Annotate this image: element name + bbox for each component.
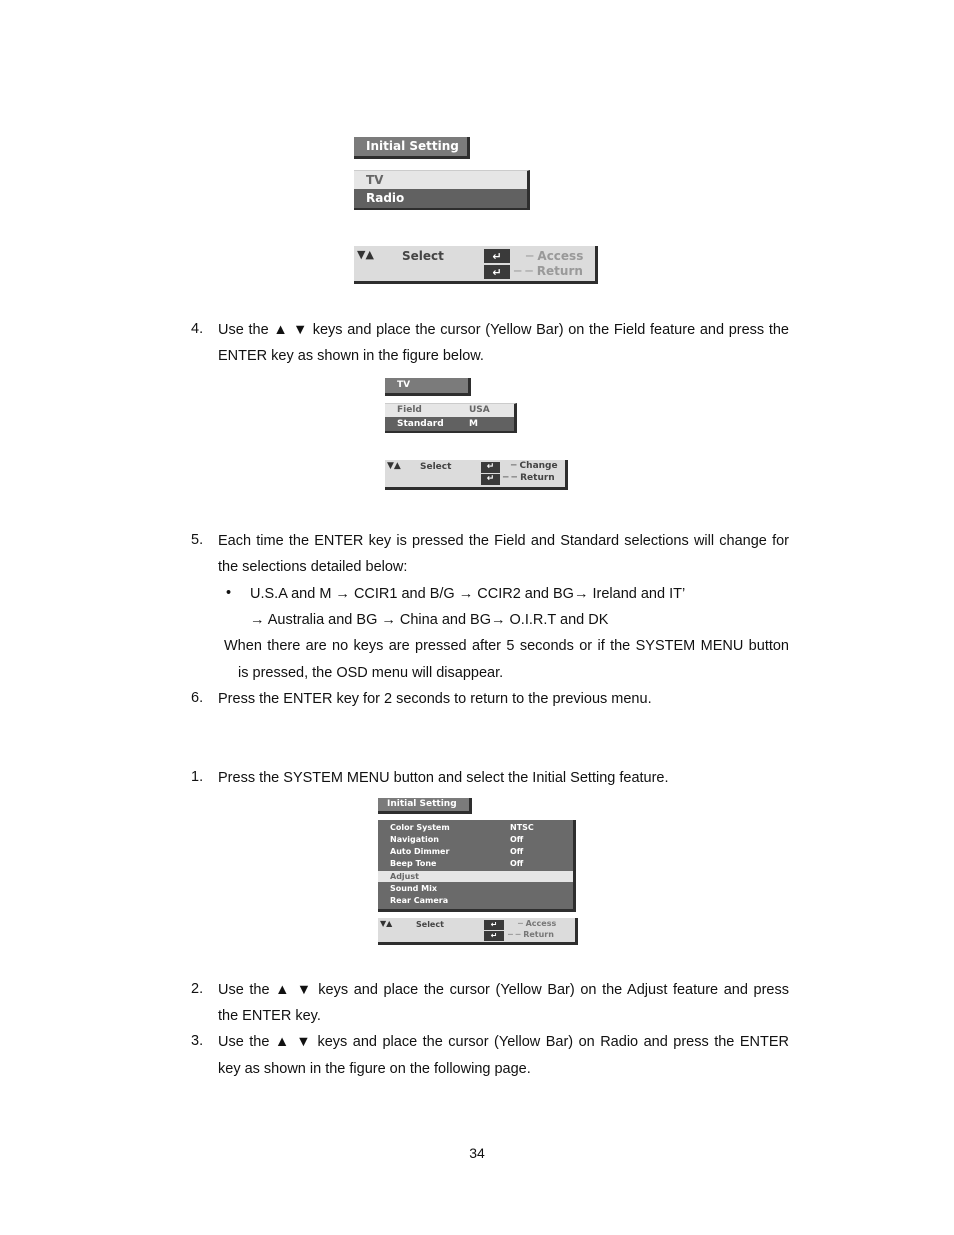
osd-title: TV [385,378,471,396]
osd-menu-panel [354,170,530,210]
return-label: ─ ─ Return [503,473,555,483]
menu-item-label: Beep Tone [390,859,437,868]
menu-item-label: TV [366,173,384,187]
menu-item-value: NTSC [510,823,534,832]
osd-menu-panel [385,403,517,433]
enter-icon: ↵ [484,920,504,930]
menu-item-label: Radio [366,191,405,205]
select-label: Select [402,249,444,263]
step-text-line: the selections detailed below: [218,559,408,575]
menu-item-value: USA [469,405,490,415]
step-number: 1. [191,769,204,785]
select-label: Select [416,920,444,929]
step-text-line: ENTER key as shown in the figure below. [218,348,484,364]
access-label: ─ Access [518,919,557,928]
menu-item-auto-dimmer[interactable] [378,846,573,858]
menu-item-label: Field [397,405,422,415]
menu-item-label: Adjust [390,872,419,881]
figure-tv-field-standard [383,376,569,493]
step-number: 2. [191,981,204,997]
menu-item-value: M [469,419,478,429]
menu-item-field[interactable] [385,404,514,417]
osd-title: Initial Setting [378,798,472,814]
note-text-line: is pressed, the OSD menu will disappear. [238,665,504,681]
menu-item-value: Off [510,847,524,856]
step-text-line: Use the ▲ ▼ keys and place the cursor (Yellow Bar) on the Field feature and press the [218,322,789,338]
menu-item-value: Off [510,835,524,844]
menu-item-label: Navigation [390,835,439,844]
menu-item-standard[interactable] [385,417,514,431]
menu-item-color-system[interactable] [378,822,573,834]
menu-item-label: Sound Mix [390,884,438,893]
menu-item-sound-mix[interactable] [378,883,573,895]
up-down-arrows-icon: ▼▲ [357,248,374,261]
menu-item-label: Rear Camera [390,896,449,905]
select-label: Select [420,462,452,472]
menu-item-rear-camera[interactable] [378,895,573,907]
return-label: ─ ─ Return [514,264,583,278]
step-number: 5. [191,532,204,548]
change-label: ─ Change [511,461,558,471]
step-number: 4. [191,321,204,337]
step-text-line: the ENTER key. [218,1008,321,1024]
menu-item-label: Standard [397,419,444,429]
enter-icon: ↵ [484,931,504,941]
up-down-arrows-icon: ▼▲ [387,461,401,471]
access-label: ─ Access [526,249,584,263]
osd-menu-panel [378,820,576,912]
menu-item-radio[interactable] [354,189,527,208]
bullet-icon: • [226,585,232,601]
step-text-line: Each time the ENTER key is pressed the Field and Standard selections will change for [218,533,789,549]
step-text-line: Use the ▲ ▼ keys and place the cursor (Yellow Bar) on Radio and press the ENTER [218,1034,789,1050]
osd-key-hint-bar [378,918,578,945]
bullet-text-line: U.S.A and M → CCIR1 and B/G → CCIR2 and BG→ Ireland and IT’ [250,586,686,602]
menu-item-label: Auto Dimmer [390,847,450,856]
enter-icon: ↵ [484,249,510,263]
figure-initial-setting-tv-radio [352,135,600,288]
step-number: 3. [191,1033,204,1049]
step-text-line: Press the ENTER key for 2 seconds to return to the previous menu. [218,691,652,707]
menu-item-beep-tone[interactable] [378,858,573,870]
step-number: 6. [191,690,204,706]
menu-item-navigation[interactable] [378,834,573,846]
page-number: 34 [469,1145,485,1161]
osd-key-hint-bar [354,246,598,284]
menu-item-adjust[interactable] [378,871,573,882]
menu-item-tv[interactable] [354,171,527,189]
menu-item-value: Off [510,859,524,868]
osd-title: Initial Setting [354,137,470,159]
note-text-line: When there are no keys are pressed after 5 seconds or if the SYSTEM MENU button [224,638,789,654]
osd-key-hint-bar [385,460,568,490]
return-label: ─ ─ Return [508,930,554,939]
bullet-text-line: → Australia and BG → China and BG→ O.I.R.T and DK [250,612,609,628]
step-text-line: Use the ▲ ▼ keys and place the cursor (Yellow Bar) on the Adjust feature and press [218,982,789,998]
enter-icon: ↵ [481,474,500,485]
figure-initial-setting-menu [376,796,580,948]
enter-icon: ↵ [481,462,500,473]
step-text-line: key as shown in the figure on the following page. [218,1061,531,1077]
enter-icon: ↵ [484,265,510,279]
step-text-line: Press the SYSTEM MENU button and select the Initial Setting feature. [218,770,669,786]
up-down-arrows-icon: ▼▲ [380,919,393,928]
menu-item-label: Color System [390,823,450,832]
